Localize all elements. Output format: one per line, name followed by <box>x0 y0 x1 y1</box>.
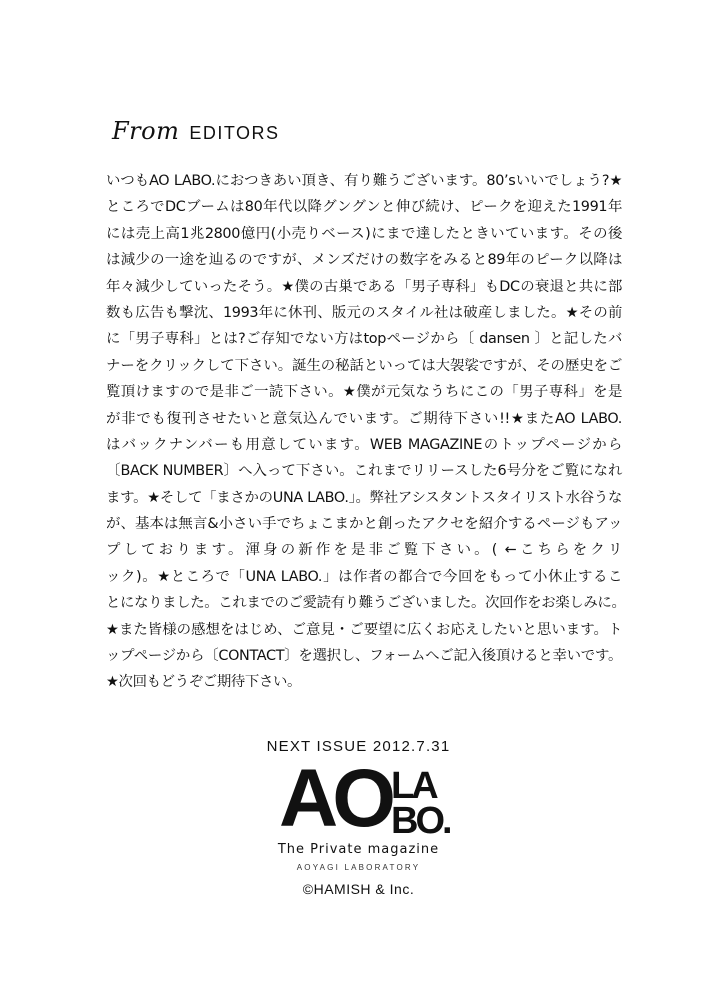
body-line-19: ップページから〔CONTACT〕を選択し、フォームへご記入後頂けると幸いです。 <box>106 648 622 665</box>
body-line-9: 覧頂けますので是非ご一読下さい。★僕が元気なうちにこの「男子専科」を是 <box>106 384 622 401</box>
body-line-16: ック)。★ところで「UNA LABO.」は作者の都合で今回をもって小休止するこ <box>106 568 622 585</box>
body-line-4: は減少の一途を辿るのですが、メンズだけの数字をみると89年のピーク以降は <box>106 252 622 269</box>
body-line-13: ます。★そして「まさかのUNA LABO.」。弊社アシスタントスタイリスト水谷うな <box>106 489 622 506</box>
body-line-12: 〔BACK NUMBER〕へ入って下さい。これまでリリースした6号分をご覧になれ <box>106 463 622 480</box>
editors-heading <box>112 117 280 145</box>
logo-ao: AO <box>279 753 390 844</box>
logo-mark <box>279 753 450 844</box>
body-line-18: ★また皆様の感想をはじめ、ご意見・ご要望に広くお応えしたいと思います。ト <box>106 621 622 638</box>
body-line-5: 年々減少していったそう。★僕の古巣である「男子専科」もDCの衰退と共に部 <box>106 278 622 295</box>
body-line-2: ところでDCブームは80年代以降グングンと伸び続け、ピークを迎えた1991年 <box>106 199 622 216</box>
body-line-14: が、基本は無言&小さい手でちょこまかと創ったアクセを紹介するページもアッ <box>106 516 622 533</box>
body-line-8: ナーをクリックして下さい。誕生の秘話といっては大袈裟ですが、その歴史をご <box>106 357 622 374</box>
editors-note <box>106 168 626 696</box>
copyright: ©HAMISH & Inc. <box>302 881 415 897</box>
body-line-1: いつもAO LABO.におつきあい頂き、有り難うございます。80’sいいでしょう?★ <box>106 173 622 189</box>
logo-lab-name: AOYAGI LABORATORY <box>296 863 421 872</box>
body-line-7: に「男子専科」とは?ご存知でない方はtopページから〔 dansen 〕と記したバ <box>106 331 622 348</box>
body-line-10: が非でも復刊させたいと意気込んでいます。ご期待下さい!!★またAO LABO. <box>106 410 622 427</box>
logo-la: LA <box>391 765 436 807</box>
logo-tagline: The Private magazine <box>277 842 440 857</box>
body-line-3: には売上高1兆2800億円(小売りベース)にまで達したときいています。その後 <box>106 225 622 242</box>
logo-bo: BO. <box>391 800 450 842</box>
heading-from: From <box>112 117 180 145</box>
aolabo-logo <box>0 753 717 882</box>
body-line-11: はバックナンバーも用意しています。WEB MAGAZINEのトップページから <box>106 436 622 453</box>
next-issue-date: NEXT ISSUE 2012.7.31 <box>266 738 451 755</box>
heading-editors: EDITORS <box>189 123 280 143</box>
body-line-20: ★次回もどうぞご期待下さい。 <box>106 674 302 691</box>
body-line-15: プしております。渾身の新作を是非ご覧下さい。( ←こちらをクリ <box>106 542 622 559</box>
body-line-17: とになりました。これまでのご愛読有り難うございました。次回作をお楽しみに。 <box>106 595 626 612</box>
body-line-6: 数も広告も撃沈、1993年に休刊、版元のスタイル社は破産しました。★その前 <box>106 304 622 321</box>
